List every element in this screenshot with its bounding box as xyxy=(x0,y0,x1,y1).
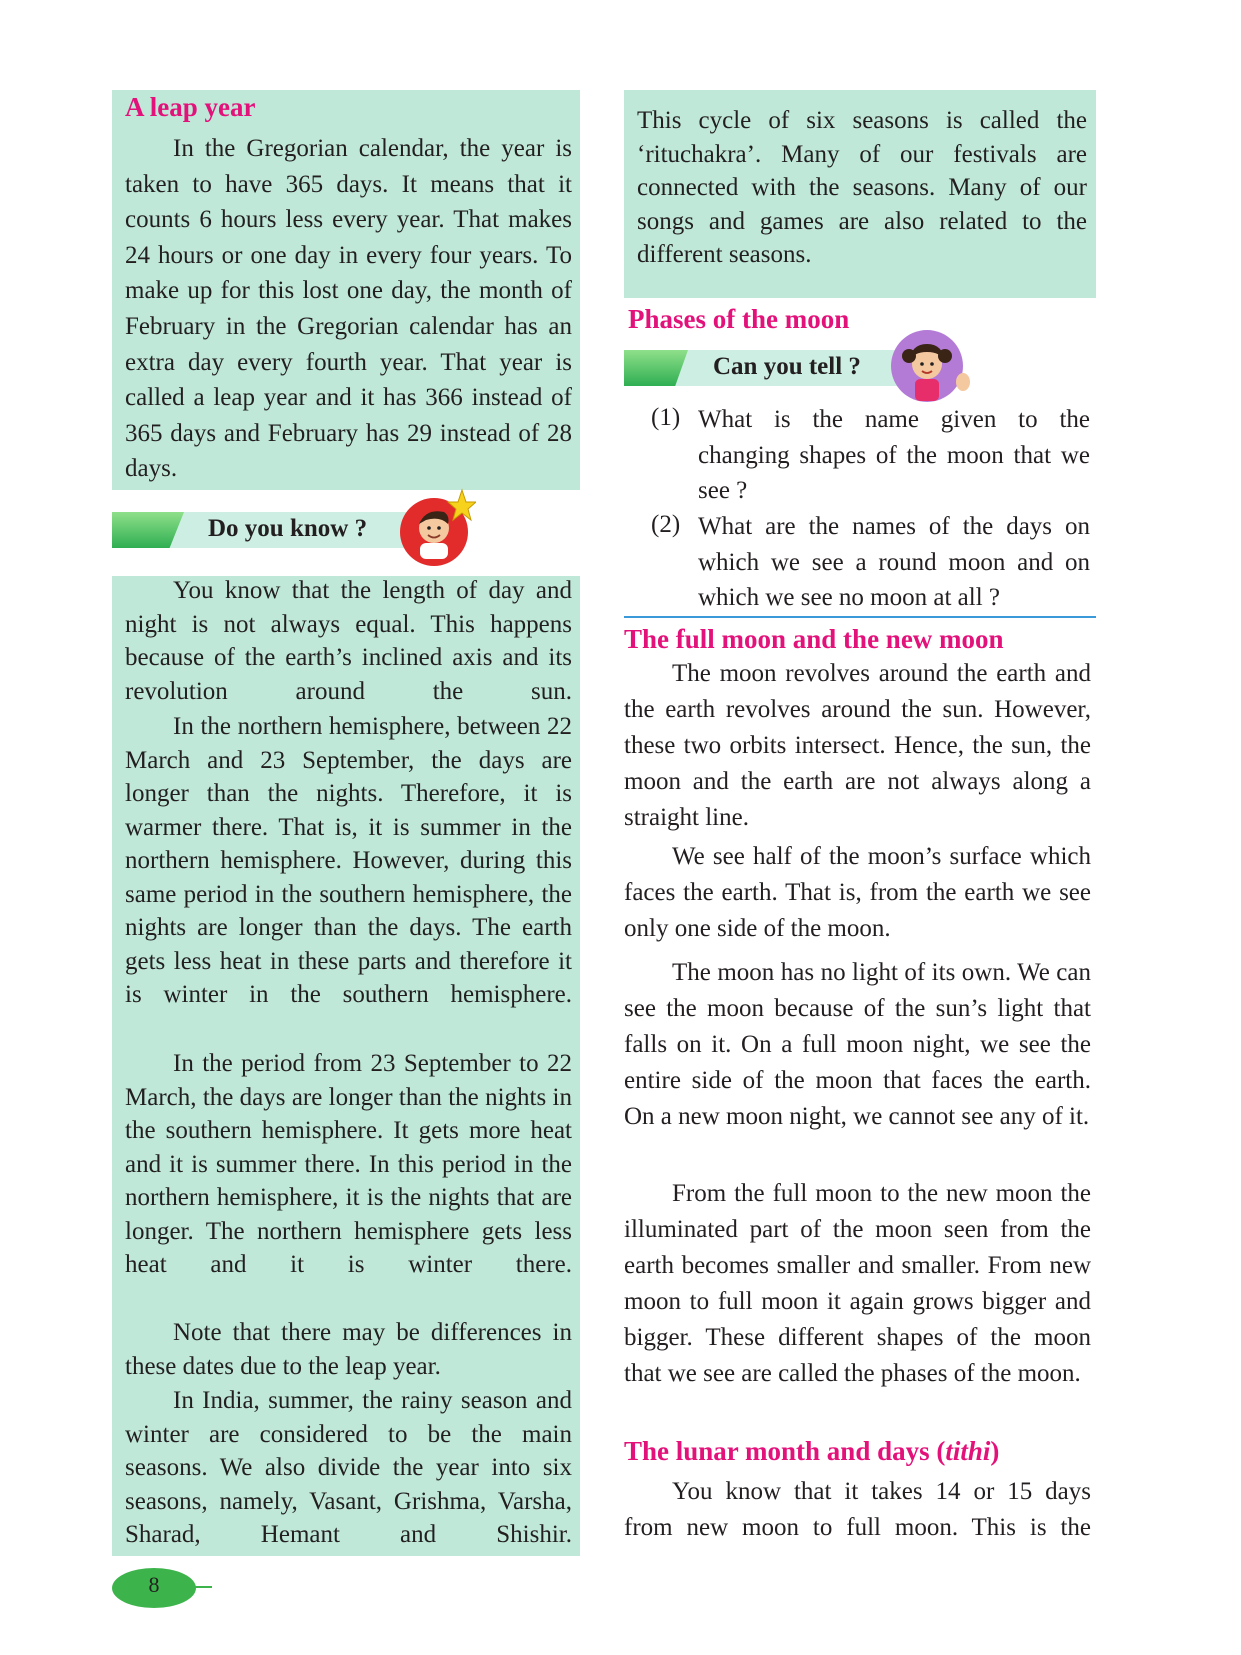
question-text: What are the names of the days on which we see a round moon and on which we see no moon at all ? xyxy=(698,513,1090,612)
leap-year-paragraph: In the Gregorian calendar, the year is taken to have 365 days. It means that it counts 6 hours less every year. That makes 24 hours or one day in every four years. To make up for this lost one day, the month of February in the Gregorian calendar has an extra day every fourth year. That year is called a leap year and it has 366 instead of 365 days and February has 29 instead of 28 days. xyxy=(125,135,572,483)
page-number: 8 xyxy=(148,1572,160,1597)
question-text: What is the name given to the changing shapes of the moon that we see ? xyxy=(698,406,1090,505)
section-divider xyxy=(624,616,1096,618)
full-new-paragraph: The moon has no light of its own. We can see the moon because of the sun’s light that falls on it. On a full moon night, we see the entire side of the moon that faces the earth. On a new moon night, we cannot see any of it. xyxy=(624,959,1091,1130)
full-new-paragraph: The moon revolves around the earth and the earth revolves around the sun. However, these two orbits intersect. Hence, the sun, the moon and the earth are not always along a straight line. xyxy=(624,660,1091,831)
dyk-paragraph: Note that there may be differences in these dates due to the leap year. xyxy=(125,1319,572,1380)
phases-heading: Phases of the moon xyxy=(628,304,850,334)
do-you-know-label: Do you know ? xyxy=(208,515,368,542)
boy-thinking-icon xyxy=(396,488,476,568)
lunar-heading: The lunar month and days (tithi) xyxy=(624,1436,1000,1466)
full-new-paragraph: From the full moon to the new moon the illuminated part of the moon seen from the earth becomes smaller and smaller. From new moon to full moon it again grows bigger and bigger. These different shapes of the moon that we see are called the phases of the moon. xyxy=(624,1180,1091,1387)
full-new-heading: The full moon and the new moon xyxy=(624,624,1004,654)
question-number: (1) xyxy=(651,404,681,431)
girl-waving-icon xyxy=(889,326,975,408)
question-number: (2) xyxy=(651,511,681,538)
lunar-paragraph: You know that it takes 14 or 15 days from new moon to full moon. This is the xyxy=(624,1478,1091,1541)
rituchakra-paragraph: This cycle of six seasons is called the ‘rituchakra’. Many of our festivals are connected with the seasons. Many of our songs and games are also related to the different seasons. xyxy=(637,107,1087,269)
dyk-paragraph: You know that the length of day and night is not always equal. This happens because of the earth’s inclined axis and its revolution around the sun. xyxy=(125,577,572,705)
dyk-paragraph: In India, summer, the rainy season and winter are considered to be the main seasons. We also divide the year into six seasons, namely, Vasant, Grishma, Varsha, Sharad, Hemant and Shishir. xyxy=(125,1387,572,1548)
dyk-paragraph: In the period from 23 September to 22 March, the days are longer than the nights in the southern hemisphere. It gets more heat and it is summer there. In this period in the northern hemisphere, it is the nights that are longer. The northern hemisphere gets less heat and it is winter there. xyxy=(125,1050,572,1278)
can-you-tell-label: Can you tell ? xyxy=(713,353,861,380)
dyk-paragraph: In the northern hemisphere, between 22 March and 23 September, the days are longer than the nights. Therefore, it is warmer there. That is, it is summer in the northern hemisphere. However, during this same period in the southern hemisphere, the nights are longer than the days. The earth gets less heat in these parts and therefore it is winter in the southern hemisphere. xyxy=(125,713,572,1008)
leap-year-title: A leap year xyxy=(125,92,256,122)
full-new-paragraph: We see half of the moon’s surface which faces the earth. That is, from the earth we see only one side of the moon. xyxy=(624,843,1091,942)
